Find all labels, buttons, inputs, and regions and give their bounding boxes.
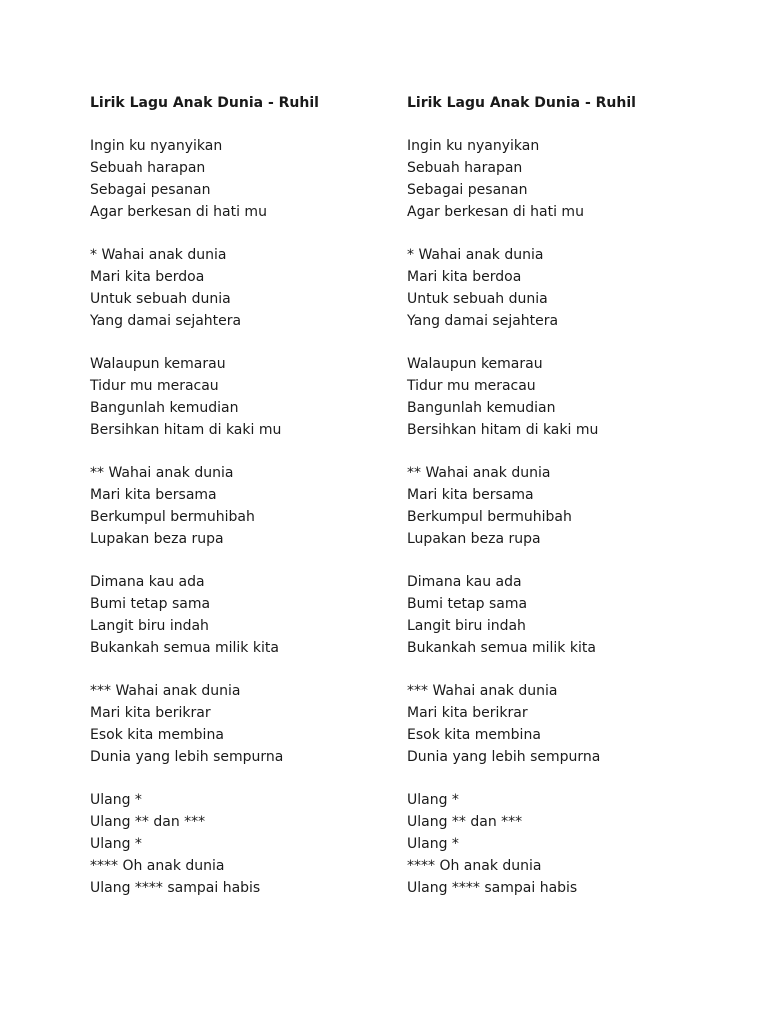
lyric-line: Sebagai pesanan	[407, 182, 528, 198]
stanza-4	[90, 462, 390, 550]
stanza-3	[90, 353, 390, 441]
lyric-line: *** Wahai anak dunia	[407, 683, 558, 699]
lyric-line: *** Wahai anak dunia	[90, 683, 241, 699]
lyric-line: Mari kita berdoa	[407, 269, 522, 285]
lyric-line: Lupakan beza rupa	[90, 531, 224, 547]
lyric-line: Ingin ku nyanyikan	[90, 138, 223, 154]
lyric-line: Tidur mu meracau	[90, 378, 219, 394]
lyric-line: Bumi tetap sama	[90, 596, 211, 612]
stanza-6	[90, 680, 390, 768]
lyric-line: ** Wahai anak dunia	[90, 465, 234, 481]
lyric-line: Yang damai sejahtera	[90, 313, 242, 329]
stanza-7	[407, 789, 707, 899]
lyric-line: **** Oh anak dunia	[90, 858, 225, 874]
lyric-line: Mari kita bersama	[407, 487, 534, 503]
lyric-line: ** Wahai anak dunia	[407, 465, 551, 481]
stanza-4	[407, 462, 707, 550]
lyric-line: Berkumpul bermuhibah	[90, 509, 255, 525]
lyric-line: Bukankah semua milik kita	[407, 640, 596, 656]
lyric-line: Dimana kau ada	[90, 574, 205, 590]
lyric-line: Ulang ** dan ***	[407, 814, 523, 830]
lyric-line: Langit biru indah	[90, 618, 209, 634]
lyric-line: Sebuah harapan	[90, 160, 206, 176]
lyric-line: Agar berkesan di hati mu	[90, 204, 267, 220]
lyric-line: Yang damai sejahtera	[407, 313, 559, 329]
lyric-line: Berkumpul bermuhibah	[407, 509, 572, 525]
stanza-7	[90, 789, 390, 899]
lyric-line: Ulang *	[407, 792, 459, 808]
lyric-line: Dimana kau ada	[407, 574, 522, 590]
lyric-line: Esok kita membina	[407, 727, 541, 743]
lyric-line: Mari kita berdoa	[90, 269, 205, 285]
lyric-line: Sebuah harapan	[407, 160, 523, 176]
lyric-line: Bangunlah kemudian	[90, 400, 239, 416]
lyric-line: Untuk sebuah dunia	[90, 291, 231, 307]
stanza-3	[407, 353, 707, 441]
lyric-line: **** Oh anak dunia	[407, 858, 542, 874]
lyrics-title: Lirik Lagu Anak Dunia - Ruhil	[90, 95, 319, 111]
stanza-1	[407, 135, 707, 223]
lyric-line: Mari kita berikrar	[407, 705, 528, 721]
lyric-line: Ingin ku nyanyikan	[407, 138, 540, 154]
lyric-line: Walaupun kemarau	[407, 356, 543, 372]
lyric-line: Dunia yang lebih sempurna	[90, 749, 284, 765]
lyric-line: Bangunlah kemudian	[407, 400, 556, 416]
lyric-line: Dunia yang lebih sempurna	[407, 749, 601, 765]
stanza-1	[90, 135, 390, 223]
lyrics-column-left	[90, 92, 390, 920]
stanza-5	[90, 571, 390, 659]
lyric-line: Mari kita bersama	[90, 487, 217, 503]
stanza-2	[407, 244, 707, 332]
lyric-line: Untuk sebuah dunia	[407, 291, 548, 307]
lyric-line: Esok kita membina	[90, 727, 224, 743]
stanza-6	[407, 680, 707, 768]
lyric-line: Bersihkan hitam di kaki mu	[90, 422, 282, 438]
lyric-line: Mari kita berikrar	[90, 705, 211, 721]
lyric-line: Bumi tetap sama	[407, 596, 528, 612]
lyric-line: * Wahai anak dunia	[90, 247, 227, 263]
lyric-line: Ulang ** dan ***	[90, 814, 206, 830]
lyric-line: Ulang *	[407, 836, 459, 852]
lyric-line: Sebagai pesanan	[90, 182, 211, 198]
lyric-line: Ulang *	[90, 792, 142, 808]
lyric-line: Ulang *	[90, 836, 142, 852]
lyrics-title: Lirik Lagu Anak Dunia - Ruhil	[407, 95, 636, 111]
lyric-line: Bersihkan hitam di kaki mu	[407, 422, 599, 438]
lyric-line: Bukankah semua milik kita	[90, 640, 279, 656]
stanza-2	[90, 244, 390, 332]
lyric-line: Agar berkesan di hati mu	[407, 204, 584, 220]
lyric-line: * Wahai anak dunia	[407, 247, 544, 263]
lyric-line: Ulang **** sampai habis	[407, 880, 578, 896]
lyric-line: Walaupun kemarau	[90, 356, 226, 372]
lyrics-column-right	[407, 92, 707, 920]
lyric-line: Tidur mu meracau	[407, 378, 536, 394]
lyric-line: Lupakan beza rupa	[407, 531, 541, 547]
lyric-line: Ulang **** sampai habis	[90, 880, 261, 896]
lyric-line: Langit biru indah	[407, 618, 526, 634]
stanza-5	[407, 571, 707, 659]
